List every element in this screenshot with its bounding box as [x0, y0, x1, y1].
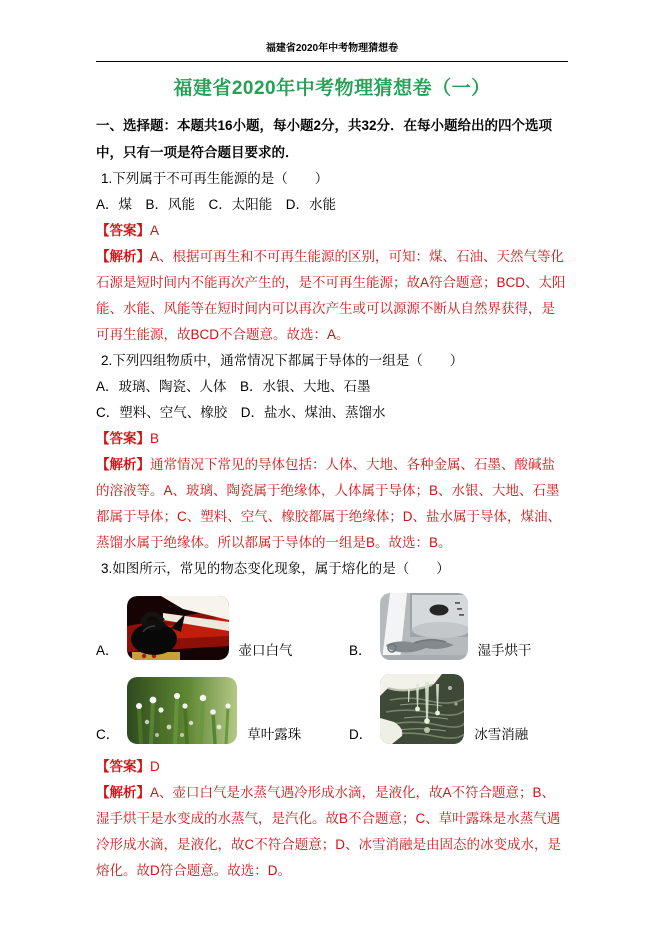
analysis-label: 【解析】 — [96, 249, 150, 264]
question-stem: 2.下列四组物质中，通常情况下都属于导体的一组是（ ） — [101, 353, 464, 368]
kettle-steam-image — [127, 596, 229, 660]
figure-option-d — [349, 674, 528, 744]
answer-line — [96, 426, 568, 452]
analysis-line — [96, 780, 568, 884]
figure-caption: 湿手烘干 — [477, 643, 532, 658]
figure-option-a — [96, 596, 349, 660]
answer-line — [96, 218, 568, 244]
analysis-label: 【解析】 — [96, 785, 150, 800]
answer-value: A — [150, 223, 160, 238]
figure-option-c — [96, 677, 349, 744]
figure-caption: 草叶露珠 — [247, 727, 302, 742]
answer-label: 【答案】 — [96, 431, 150, 446]
question-block-2 — [96, 348, 568, 556]
running-header — [96, 0, 568, 62]
answer-label: 【答案】 — [96, 223, 150, 238]
analysis-text: 通常情况下常见的导体包括：人体、大地、各种金属、石墨、酸碱盐的溶液等。A、玻璃、陶瓷属于绝缘体，人体属于导体；B、水银、大地、石墨都属于导体；C、塑料、空气、橡胶都属于绝缘体；D、盐水属于导体，煤油、蒸馏水属于绝缘体。所以都属于导体的一组是B。故选：B。 — [96, 457, 561, 550]
running-header-title: 福建省2020年中考物理猜想卷 — [265, 43, 399, 54]
grass-dew-image — [127, 677, 237, 744]
section-intro: 一、选择题：本题共16小题，每小题2分，共32分．在每小题给出的四个选项中，只有一项是符合题目要求的． — [96, 118, 553, 160]
figure-option-b — [349, 593, 532, 660]
question-block-1 — [96, 166, 568, 348]
figure-row-1 — [96, 588, 568, 660]
figure-option-label: C． — [96, 727, 120, 742]
figure-option-label: D． — [349, 727, 373, 742]
answer-value: B — [150, 431, 160, 446]
analysis-label: 【解析】 — [96, 457, 150, 472]
analysis-text: A、根据可再生和不可再生能源的区别，可知：煤、石油、天然气等化石源是短时间内不能再次产生的，是不可再生能源；故A符合题意；BCD、太阳能、水能、风能等在短时间内可以再次产生或可以源源不断从自然界获得，是可再生能源，故BCD不合题意。故选：A。 — [96, 249, 566, 342]
answer-value: D — [150, 759, 160, 774]
question-stem: 3.如图所示，常见的物态变化现象，属于熔化的是（ ） — [101, 561, 450, 576]
question-block-3 — [96, 556, 568, 884]
option-line: C．塑料、空气、橡胶 D．盐水、煤油、蒸馏水 — [96, 405, 386, 420]
answer-line — [96, 754, 568, 780]
option-line: A．煤 B．风能 C．太阳能 D．水能 — [96, 197, 337, 212]
analysis-text: A、壶口白气是水蒸气遇冷形成水滴，是液化，故A不符合题意；B、湿手烘干是水变成的水蒸气，是汽化。故B不合题意；C、草叶露珠是水蒸气遇冷形成水滴，是液化，故C不符合题意；D、冰雪消融是由固态的冰变成水，是熔化。故D符合题意。故选：D。 — [96, 785, 561, 878]
melting-snow-image — [380, 674, 464, 744]
figure-row-2 — [96, 672, 568, 744]
analysis-line — [96, 452, 568, 556]
analysis-line — [96, 244, 568, 348]
option-line: A．玻璃、陶瓷、人体 B．水银、大地、石墨 — [96, 379, 371, 394]
figure-option-label: A． — [96, 643, 119, 658]
figure-option-label: B． — [349, 643, 372, 658]
answer-label: 【答案】 — [96, 759, 150, 774]
hand-dryer-image — [380, 593, 468, 660]
figure-caption: 壶口白气 — [238, 643, 293, 658]
figure-caption: 冰雪消融 — [474, 727, 529, 742]
question-stem: 1.下列属于不可再生能源的是（ ） — [101, 171, 329, 186]
page-content — [96, 0, 568, 884]
page-title: 福建省2020年中考物理猜想卷（一） — [173, 78, 491, 99]
